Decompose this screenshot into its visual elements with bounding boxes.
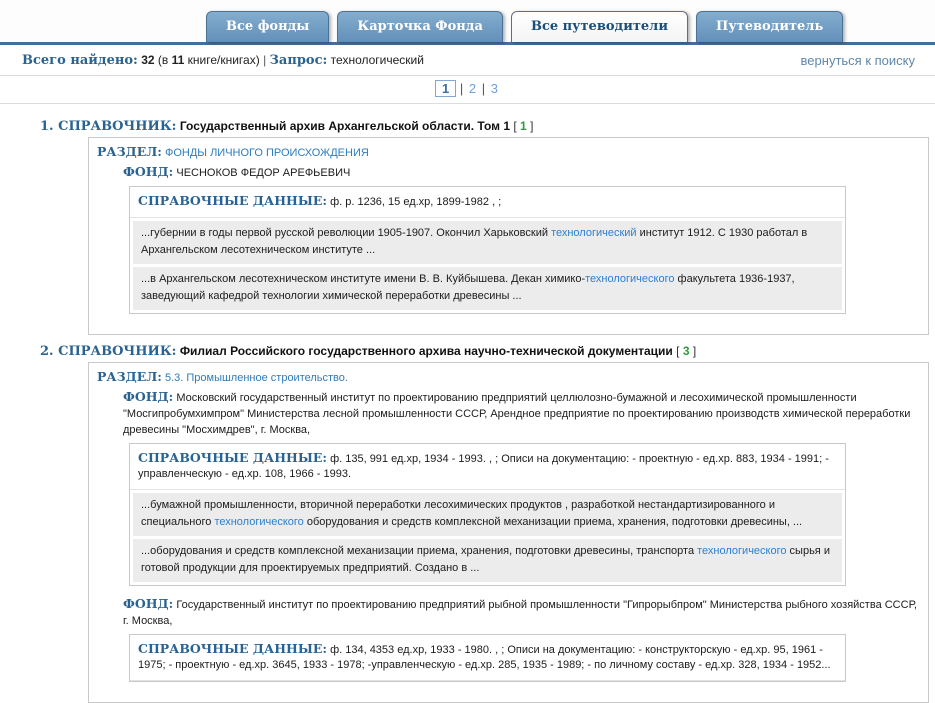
- snippet-text: институт 1912. С 1930 работал в Архангельском лесотехническом институте ...: [141, 227, 808, 256]
- page-current[interactable]: 1: [435, 80, 456, 97]
- tab-fond-card[interactable]: Карточка Фонда: [337, 11, 503, 42]
- reference-data-box: [129, 634, 846, 682]
- query-value: технологический: [330, 53, 424, 67]
- snippet-text: ...бумажной промышленности, вторичной переработки лесохимических продуктов , разработкой нестандартизированного и специального: [141, 499, 775, 528]
- result-body-box: [88, 362, 929, 703]
- in-text: (в: [157, 53, 169, 67]
- found-count: 32: [141, 53, 155, 67]
- snippet: [133, 493, 842, 536]
- fond-text: ЧЕСНОКОВ ФЕДОР АРЕФЬЕВИЧ: [176, 167, 351, 179]
- reference-data-header: [130, 444, 845, 490]
- result-title: Филиал Российского государственного архива научно-технической документации: [179, 344, 673, 358]
- result-count: 1: [520, 119, 527, 133]
- fond-label: ФОНД:: [123, 164, 174, 179]
- page-link-2[interactable]: 2: [468, 81, 477, 96]
- section-label: РАЗДЕЛ:: [97, 369, 162, 384]
- fond-text: Государственный институт по проектированию предприятий рыбной промышленности "Гипрорыбпром" Министерства рыбного хозяйства СССР, г. Москва,: [123, 599, 917, 627]
- snippet-text: ...оборудования и средств комплексной механизации приема, хранения, подготовки древесины, транспорта: [141, 545, 698, 557]
- reference-data-box: [129, 443, 846, 586]
- search-term-highlight: технологический: [551, 227, 637, 239]
- results-summary-bar: [0, 45, 935, 76]
- snippet-text: сырья и готовой продукции для проектируемых предприятий. Создано в ...: [141, 545, 830, 574]
- reference-data-header: [130, 635, 845, 681]
- results-list: [0, 104, 935, 703]
- result-header: [40, 119, 929, 134]
- pagination: [0, 76, 935, 104]
- snippet-text: ...в Архангельском лесотехническом институте имени В. В. Куйбышева. Декан химико-: [141, 273, 586, 285]
- search-result-2: [40, 344, 929, 703]
- snippet-text: ...губернии в годы первой русской революции 1905-1907. Окончил Харьковский: [141, 227, 552, 239]
- section-link[interactable]: ФОНДЫ ЛИЧНОГО ПРОИСХОЖДЕНИЯ: [164, 147, 369, 159]
- search-term-highlight: технологического: [214, 516, 304, 528]
- page-separator: |: [481, 81, 486, 96]
- result-number-label: 2. СПРАВОЧНИК:: [40, 344, 177, 359]
- search-term-highlight: технологического: [697, 545, 787, 557]
- section-line: [97, 369, 924, 384]
- count-bracket-open: [: [513, 119, 517, 133]
- reference-data-text: ф. 134, 4353 ед.хр, 1933 - 1980. , ; Описи на документацию: - конструкторскую - ед.хр. 95, 1961 - 1975; - проектную - ед.хр. 3645, 1933 - 1978; -управленческую - ед.хр. 285, 1935 - 1989; - по личному составу - ед.хр. 328, 1934 - 1952...: [138, 644, 831, 671]
- reference-data-box: [129, 186, 846, 314]
- reference-data-label: СПРАВОЧНЫЕ ДАННЫЕ:: [138, 193, 327, 208]
- count-bracket-close: ]: [692, 344, 697, 358]
- count-bracket-close: ]: [530, 119, 534, 133]
- tab-all-fonds[interactable]: Все фонды: [206, 11, 329, 42]
- snippet-text: факультета 1936-1937, заведующий кафедрой технологии химической переработки древесины ...: [141, 273, 795, 302]
- reference-data-text: ф. р. 1236, 15 ед.хр, 1899-1982 , ;: [330, 196, 502, 208]
- count-bracket-open: [: [676, 344, 680, 358]
- search-result-1: [40, 119, 929, 335]
- fond-text: Московский государственный институт по проектированию предприятий целлюлозно-бумажной и лесохимической промышленности "Мосгипробумхимпром" Министерства лесной промышленности СССР, Арендное предприятие по проектированию производств химической переработки древесины "Мосхимдрев", г. Москва,: [123, 392, 911, 436]
- fond-line: [123, 164, 920, 181]
- section-label: РАЗДЕЛ:: [97, 144, 162, 159]
- reference-data-label: СПРАВОЧНЫЕ ДАННЫЕ:: [138, 641, 327, 656]
- result-body-box: [88, 137, 929, 335]
- back-to-search-link[interactable]: вернуться к поиску: [800, 53, 915, 68]
- fond-line: [123, 389, 920, 438]
- snippet: [133, 221, 842, 264]
- result-header: [40, 344, 929, 359]
- search-term-highlight: технологического: [585, 273, 675, 285]
- tab-guide[interactable]: Путеводитель: [696, 11, 843, 42]
- snippet-list: [130, 218, 845, 313]
- section-link[interactable]: 5.3. Промышленное строительство.: [164, 372, 348, 384]
- snippet: [133, 267, 842, 310]
- fond-line: [123, 596, 920, 629]
- page-link-3[interactable]: 3: [490, 81, 498, 96]
- section-line: [97, 144, 924, 159]
- reference-data-label: СПРАВОЧНЫЕ ДАННЫЕ:: [138, 450, 327, 465]
- tab-bar: [0, 0, 935, 42]
- snippet: [133, 539, 842, 582]
- result-count: 3: [682, 344, 690, 358]
- snippet-text: оборудования и средств комплексной механизации приема, хранения, подготовки древесины, ...: [303, 516, 803, 528]
- books-count: 11: [171, 53, 185, 67]
- fond-label: ФОНД:: [123, 389, 174, 404]
- reference-data-header: [130, 187, 845, 218]
- page-separator: |: [459, 81, 464, 96]
- found-label: Всего найдено:: [22, 53, 138, 68]
- result-title: Государственный архив Архангельской области. Том 1: [179, 119, 510, 133]
- reference-data-text: ф. 135, 991 ед.хр, 1934 - 1993. , ; Описи на документацию: - проектную - ед.хр. 883, 1934 - 1991; - управленческую - ед.хр. 108, 1966 - 1993.: [138, 453, 829, 480]
- fond-label: ФОНД:: [123, 596, 174, 611]
- snippet-list: [130, 490, 845, 585]
- query-label: Запрос:: [269, 53, 328, 68]
- summary-separator: |: [263, 53, 267, 67]
- books-text: книге/книгах): [187, 53, 260, 67]
- tab-all-guides[interactable]: Все путеводители: [511, 11, 688, 42]
- result-number-label: 1. СПРАВОЧНИК:: [40, 119, 177, 134]
